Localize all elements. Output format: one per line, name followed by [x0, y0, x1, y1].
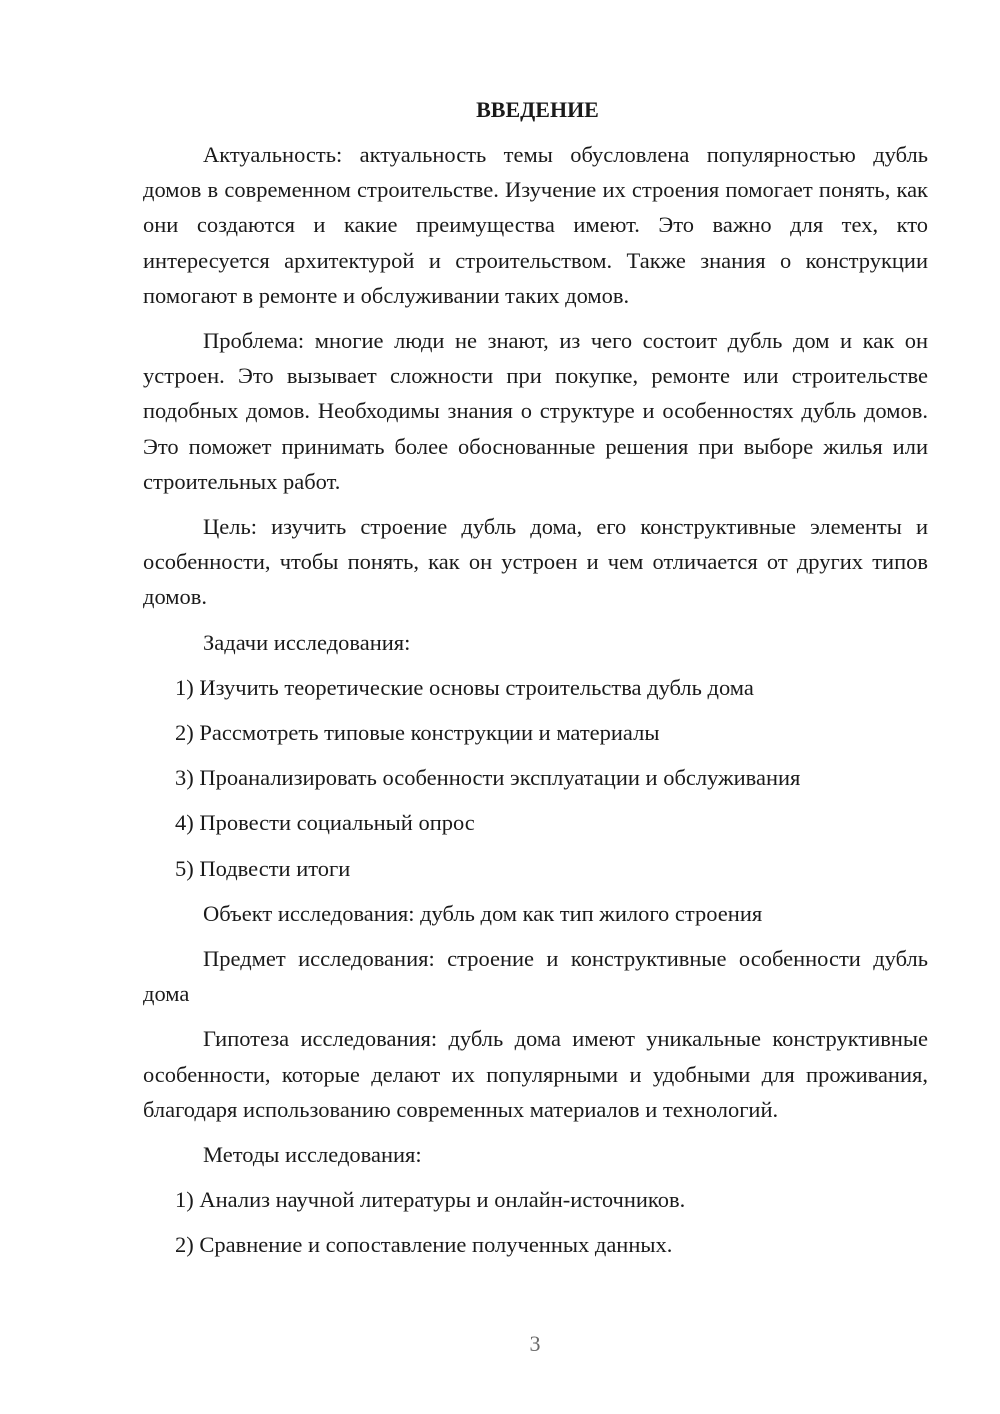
- relevance-paragraph: Актуальность: актуальность темы обусловлена популярностью дубль домов в современном строительстве. Изучение их строения помогает понять, как они создаются и какие преимущества имеют. Это важно для тех, кто интересуется архитектурой и строительством. Также знания о конструкции помогают в ремонте и обслуживании таких домов.: [143, 142, 928, 308]
- task-item: 5) Подвести итоги: [175, 855, 351, 881]
- hypothesis-paragraph: Гипотеза исследования: дубль дома имеют уникальные конструктивные особенности, которые делают их популярными и удобными для проживания, благодаря использованию современных материалов и технологий.: [143, 1026, 928, 1122]
- object-paragraph: Объект исследования: дубль дом как тип жилого строения: [203, 900, 763, 926]
- page-number: 3: [529, 1331, 541, 1356]
- tasks-heading: Задачи исследования:: [203, 629, 411, 655]
- task-item: 4) Провести социальный опрос: [175, 810, 475, 836]
- section-title: ВВЕДЕНИЕ: [476, 97, 599, 122]
- methods-heading: Методы исследования:: [203, 1142, 422, 1168]
- task-item: 1) Изучить теоретические основы строительства дубль дома: [175, 674, 754, 700]
- task-item: 2) Рассмотреть типовые конструкции и материалы: [175, 720, 660, 746]
- problem-paragraph: Проблема: многие люди не знают, из чего состоит дубль дом и как он устроен. Это вызывает сложности при покупке, ремонте или строительстве подобных домов. Необходимы знания о структуре и особенностях дубль домов. Это поможет принимать более обоснованные решения при выборе жилья или строительных работ.: [143, 328, 928, 494]
- method-item: 1) Анализ научной литературы и онлайн-источников.: [175, 1187, 686, 1213]
- subject-paragraph: Предмет исследования: строение и конструктивные особенности дубль дома: [143, 946, 928, 1007]
- document-page: [143, 92, 928, 1263]
- task-item: 3) Проанализировать особенности эксплуатации и обслуживания: [175, 765, 801, 791]
- method-item: 2) Сравнение и сопоставление полученных данных.: [175, 1232, 673, 1258]
- goal-paragraph: Цель: изучить строение дубль дома, его конструктивные элементы и особенности, чтобы понять, как он устроен и чем отличается от других типов домов.: [143, 514, 928, 610]
